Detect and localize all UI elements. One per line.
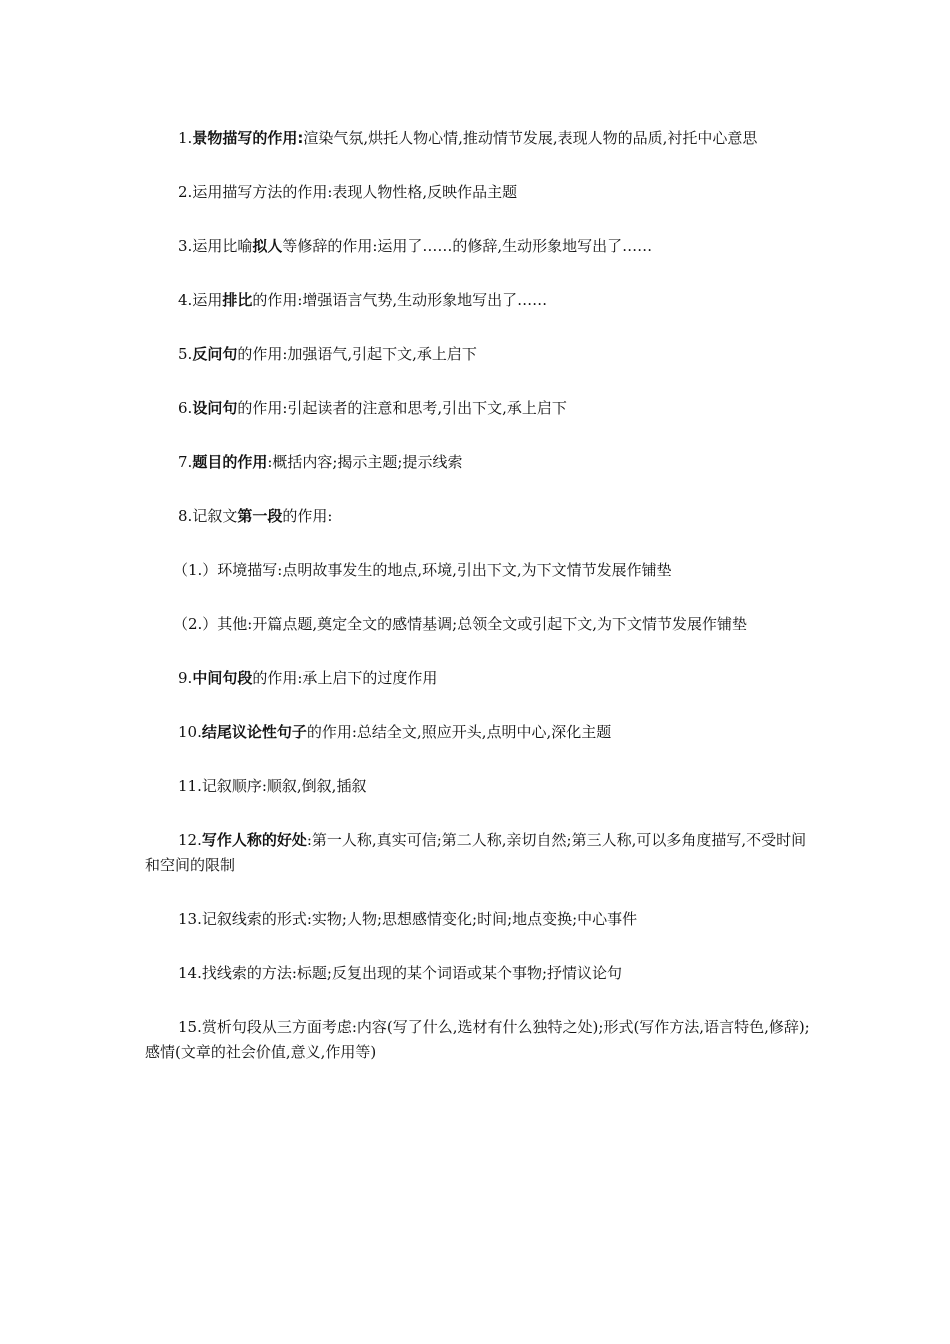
paragraph-1	[145, 126, 810, 151]
subparagraph-8-1	[145, 558, 810, 583]
item-number: 11.	[178, 777, 202, 795]
item-number: 13.	[178, 910, 202, 928]
paragraph-12	[145, 828, 810, 878]
item-number: 7.	[178, 453, 193, 471]
item-text: 赏析句段从三方面考虑:内容(写了什么,选材有什么独特之处);形式(写作方法,语言特色,修辞);感情(文章的社会价值,意义,作用等)	[145, 1018, 810, 1061]
item-text: （2.）其他:开篇点题,奠定全文的感情基调;总领全文或引起下文,为下文情节发展作铺垫	[173, 615, 747, 633]
paragraph-6	[145, 396, 810, 421]
item-text: 的作用:承上启下的过度作用	[252, 669, 438, 687]
bold-term: 景物描写的作用:	[192, 129, 304, 147]
bold-term: 拟人	[252, 237, 283, 255]
item-text: :概括内容;揭示主题;提示线索	[267, 453, 463, 471]
bold-term: 排比	[222, 291, 253, 309]
paragraph-5	[145, 342, 810, 367]
paragraph-9	[145, 666, 810, 691]
item-text: 运用描写方法的作用:表现人物性格,反映作品主题	[192, 183, 518, 201]
paragraph-7	[145, 450, 810, 475]
bold-term: 反问句	[192, 345, 238, 363]
item-text-prefix: 运用比喻	[192, 237, 253, 255]
item-number: 10.	[178, 723, 202, 741]
item-number: 3.	[178, 237, 193, 255]
paragraph-2	[145, 180, 810, 205]
item-number: 15.	[178, 1018, 202, 1036]
item-text: 渲染气氛,烘托人物心情,推动情节发展,表现人物的品质,衬托中心意思	[303, 129, 758, 147]
item-text: （1.）环境描写:点明故事发生的地点,环境,引出下文,为下文情节发展作铺垫	[173, 561, 672, 579]
bold-term: 结尾议论性句子	[201, 723, 307, 741]
subparagraph-8-2	[145, 612, 810, 637]
item-text: 记叙顺序:顺叙,倒叙,插叙	[201, 777, 367, 795]
item-text: 的作用:引起读者的注意和思考,引出下文,承上启下	[237, 399, 567, 417]
paragraph-8	[145, 504, 810, 529]
item-text: 找线索的方法:标题;反复出现的某个词语或某个事物;抒情议论句	[201, 964, 623, 982]
paragraph-4	[145, 288, 810, 313]
item-number: 6.	[178, 399, 193, 417]
item-number: 12.	[178, 831, 202, 849]
paragraph-3	[145, 234, 810, 259]
bold-term: 第一段	[237, 507, 283, 525]
paragraph-11	[145, 774, 810, 799]
item-text: 的作用:	[282, 507, 333, 525]
item-number: 4.	[178, 291, 193, 309]
paragraph-14	[145, 961, 810, 986]
paragraph-10	[145, 720, 810, 745]
document-page	[145, 126, 810, 1094]
item-text: 的作用:增强语言气势,生动形象地写出了……	[252, 291, 548, 309]
item-text: :第一人称,真实可信;第二人称,亲切自然;第三人称,可以多角度描写,不受时间和空间的限制	[145, 831, 807, 874]
item-text: 的作用:总结全文,照应开头,点明中心,深化主题	[306, 723, 612, 741]
item-number: 14.	[178, 964, 202, 982]
item-text-prefix: 记叙文	[192, 507, 238, 525]
item-text: 的作用:加强语气,引起下文,承上启下	[237, 345, 477, 363]
bold-term: 设问句	[192, 399, 238, 417]
bold-term: 中间句段	[192, 669, 253, 687]
item-number: 9.	[178, 669, 193, 687]
bold-term: 写作人称的好处	[201, 831, 307, 849]
paragraph-13	[145, 907, 810, 932]
item-number: 8.	[178, 507, 193, 525]
item-text: 记叙线索的形式:实物;人物;思想感情变化;时间;地点变换;中心事件	[201, 910, 638, 928]
item-number: 5.	[178, 345, 193, 363]
item-number: 1.	[178, 129, 193, 147]
bold-term: 题目的作用	[192, 453, 268, 471]
paragraph-15	[145, 1015, 810, 1065]
item-text-prefix: 运用	[192, 291, 223, 309]
item-text: 等修辞的作用:运用了……的修辞,生动形象地写出了……	[282, 237, 653, 255]
item-number: 2.	[178, 183, 193, 201]
